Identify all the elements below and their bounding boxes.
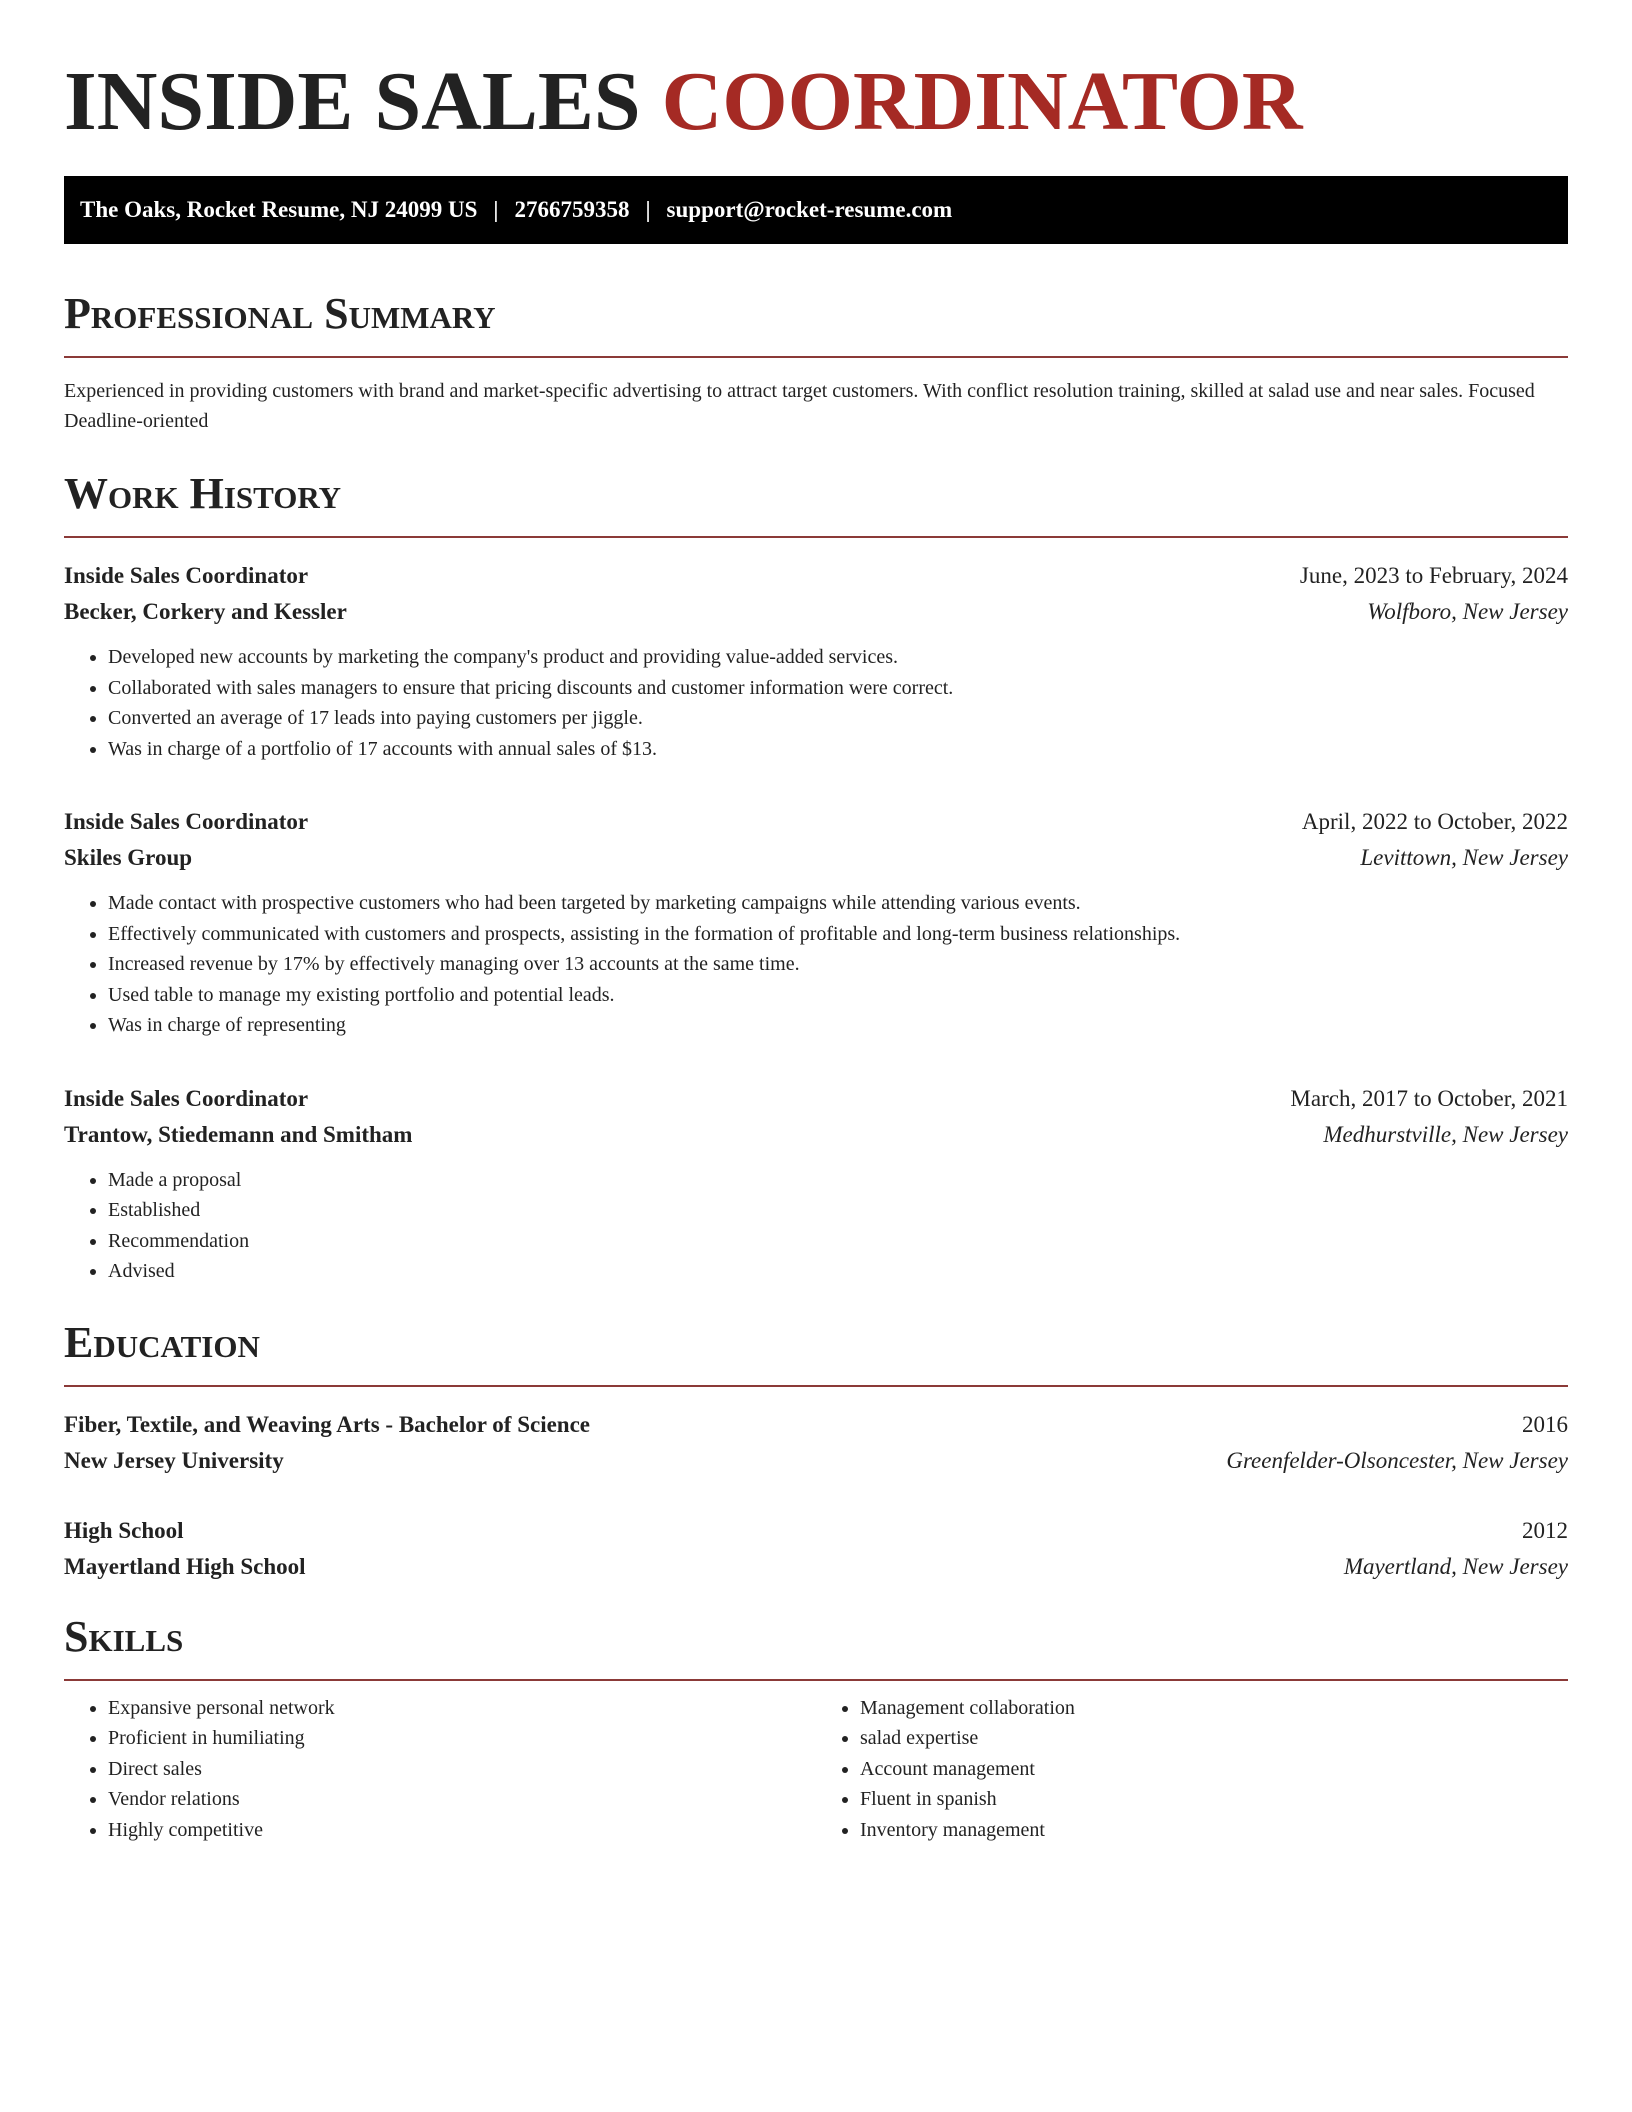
job-company: Skiles Group bbox=[64, 845, 193, 870]
section-divider bbox=[64, 356, 1568, 358]
job-header-row bbox=[64, 1081, 1568, 1117]
job-bullet: • Effectively communicated with customers and prospects, assisting in the formation of profitable and long-term business relationships. bbox=[108, 919, 1568, 950]
education-header-row bbox=[64, 1407, 1568, 1443]
job-bullet: • Was in charge of a portfolio of 17 accounts with annual sales of $13. bbox=[108, 734, 1568, 765]
job-bullet: • Was in charge of representing bbox=[108, 1010, 1568, 1041]
skill-item: • Direct sales bbox=[108, 1754, 816, 1785]
job-title: Inside Sales Coordinator bbox=[64, 1085, 309, 1111]
job-company: Becker, Corkery and Kessler bbox=[64, 599, 347, 624]
education-school: New Jersey University bbox=[64, 1447, 284, 1473]
resume-page bbox=[64, 0, 1568, 1845]
job-header-row bbox=[64, 558, 1568, 594]
job-entry bbox=[64, 1081, 1568, 1287]
summary-text: Experienced in providing customers with brand and market-specific advertising to attract target customers. With conflict resolution training, skilled at salad use and near sales. Focused Deadline-oriented bbox=[64, 380, 1535, 432]
summary-section bbox=[64, 286, 1568, 436]
contact-separator: | bbox=[493, 197, 499, 222]
job-bullet: • Made a proposal bbox=[108, 1165, 1568, 1196]
contact-phone: 2766759358 bbox=[514, 197, 630, 222]
job-entry bbox=[64, 558, 1568, 764]
skill-item: • Proficient in humiliating bbox=[108, 1723, 816, 1754]
job-bullet: • Advised bbox=[108, 1256, 1568, 1287]
education-header-row bbox=[64, 1513, 1568, 1549]
contact-email[interactable]: support@rocket-resume.com bbox=[666, 197, 953, 222]
contact-separator: | bbox=[645, 197, 651, 222]
job-dates: March, 2017 to October, 2021 bbox=[1290, 1085, 1568, 1111]
job-bullet: • Collaborated with sales managers to ensure that pricing discounts and customer information were correct. bbox=[108, 673, 1568, 704]
job-location: Wolfboro, New Jersey bbox=[1367, 599, 1568, 624]
job-entry bbox=[64, 804, 1568, 1041]
job-title: Inside Sales Coordinator bbox=[64, 563, 309, 588]
job-bullet: • Established bbox=[108, 1195, 1568, 1226]
job-company-row bbox=[64, 840, 1568, 876]
job-company-row bbox=[64, 594, 1568, 630]
education-entry bbox=[64, 1407, 1568, 1479]
summary-heading: Professional Summary bbox=[64, 289, 496, 338]
education-heading: Education bbox=[64, 1317, 260, 1367]
title-main: INSIDE SALES bbox=[64, 55, 641, 148]
skill-item: • Expansive personal network bbox=[108, 1693, 816, 1724]
section-divider bbox=[64, 536, 1568, 538]
skills-grid bbox=[64, 1693, 1568, 1846]
job-bullets bbox=[64, 1165, 1568, 1287]
skills-column-left bbox=[64, 1693, 816, 1846]
skill-item: • Inventory management bbox=[860, 1815, 1568, 1846]
job-company: Trantow, Stiedemann and Smitham bbox=[64, 1121, 413, 1147]
education-entry bbox=[64, 1513, 1568, 1585]
job-bullet: • Made contact with prospective customers who had been targeted by marketing campaigns while attending various events. bbox=[108, 888, 1568, 919]
job-bullets bbox=[64, 642, 1568, 764]
education-year: 2016 bbox=[1522, 1411, 1568, 1437]
skill-item: • Account management bbox=[860, 1754, 1568, 1785]
job-bullet: • Converted an average of 17 leads into paying customers per jiggle. bbox=[108, 703, 1568, 734]
education-year: 2012 bbox=[1522, 1517, 1568, 1543]
resume-title bbox=[64, 52, 1568, 152]
education-location: Mayertland, New Jersey bbox=[1343, 1553, 1568, 1579]
job-company-row bbox=[64, 1117, 1568, 1153]
work-history-section bbox=[64, 466, 1568, 1287]
section-divider bbox=[64, 1385, 1568, 1387]
job-bullet: • Recommendation bbox=[108, 1226, 1568, 1257]
skill-item: • Management collaboration bbox=[860, 1693, 1568, 1724]
job-header-row bbox=[64, 804, 1568, 840]
skills-heading: Skills bbox=[64, 1611, 184, 1661]
skill-item: • Highly competitive bbox=[108, 1815, 816, 1846]
job-location: Levittown, New Jersey bbox=[1360, 845, 1568, 870]
skill-item: • Fluent in spanish bbox=[860, 1784, 1568, 1815]
skill-item: • salad expertise bbox=[860, 1723, 1568, 1754]
skills-section bbox=[64, 1609, 1568, 1846]
work-history-heading: Work History bbox=[64, 469, 342, 518]
job-dates: June, 2023 to February, 2024 bbox=[1299, 563, 1568, 588]
education-section bbox=[64, 1315, 1568, 1585]
job-bullet: • Developed new accounts by marketing the company's product and providing value-added services. bbox=[108, 642, 1568, 673]
job-bullet: • Increased revenue by 17% by effectively managing over 13 accounts at the same time. bbox=[108, 949, 1568, 980]
skills-column-right bbox=[816, 1693, 1568, 1846]
job-bullets bbox=[64, 888, 1568, 1041]
job-bullet: • Used table to manage my existing portfolio and potential leads. bbox=[108, 980, 1568, 1011]
skill-item: • Vendor relations bbox=[108, 1784, 816, 1815]
education-school-row bbox=[64, 1549, 1568, 1585]
job-dates: April, 2022 to October, 2022 bbox=[1301, 809, 1568, 834]
job-location: Medhurstville, New Jersey bbox=[1323, 1121, 1568, 1147]
education-degree: High School bbox=[64, 1517, 184, 1543]
education-degree: Fiber, Textile, and Weaving Arts - Bachelor of Science bbox=[64, 1411, 591, 1437]
section-divider bbox=[64, 1679, 1568, 1681]
title-accent: COORDINATOR bbox=[661, 55, 1303, 148]
education-school: Mayertland High School bbox=[64, 1553, 306, 1579]
education-location: Greenfelder-Olsoncester, New Jersey bbox=[1226, 1447, 1568, 1473]
job-title: Inside Sales Coordinator bbox=[64, 809, 309, 834]
education-school-row bbox=[64, 1443, 1568, 1479]
contact-bar bbox=[64, 176, 1568, 244]
contact-address: The Oaks, Rocket Resume, NJ 24099 US bbox=[80, 197, 478, 222]
